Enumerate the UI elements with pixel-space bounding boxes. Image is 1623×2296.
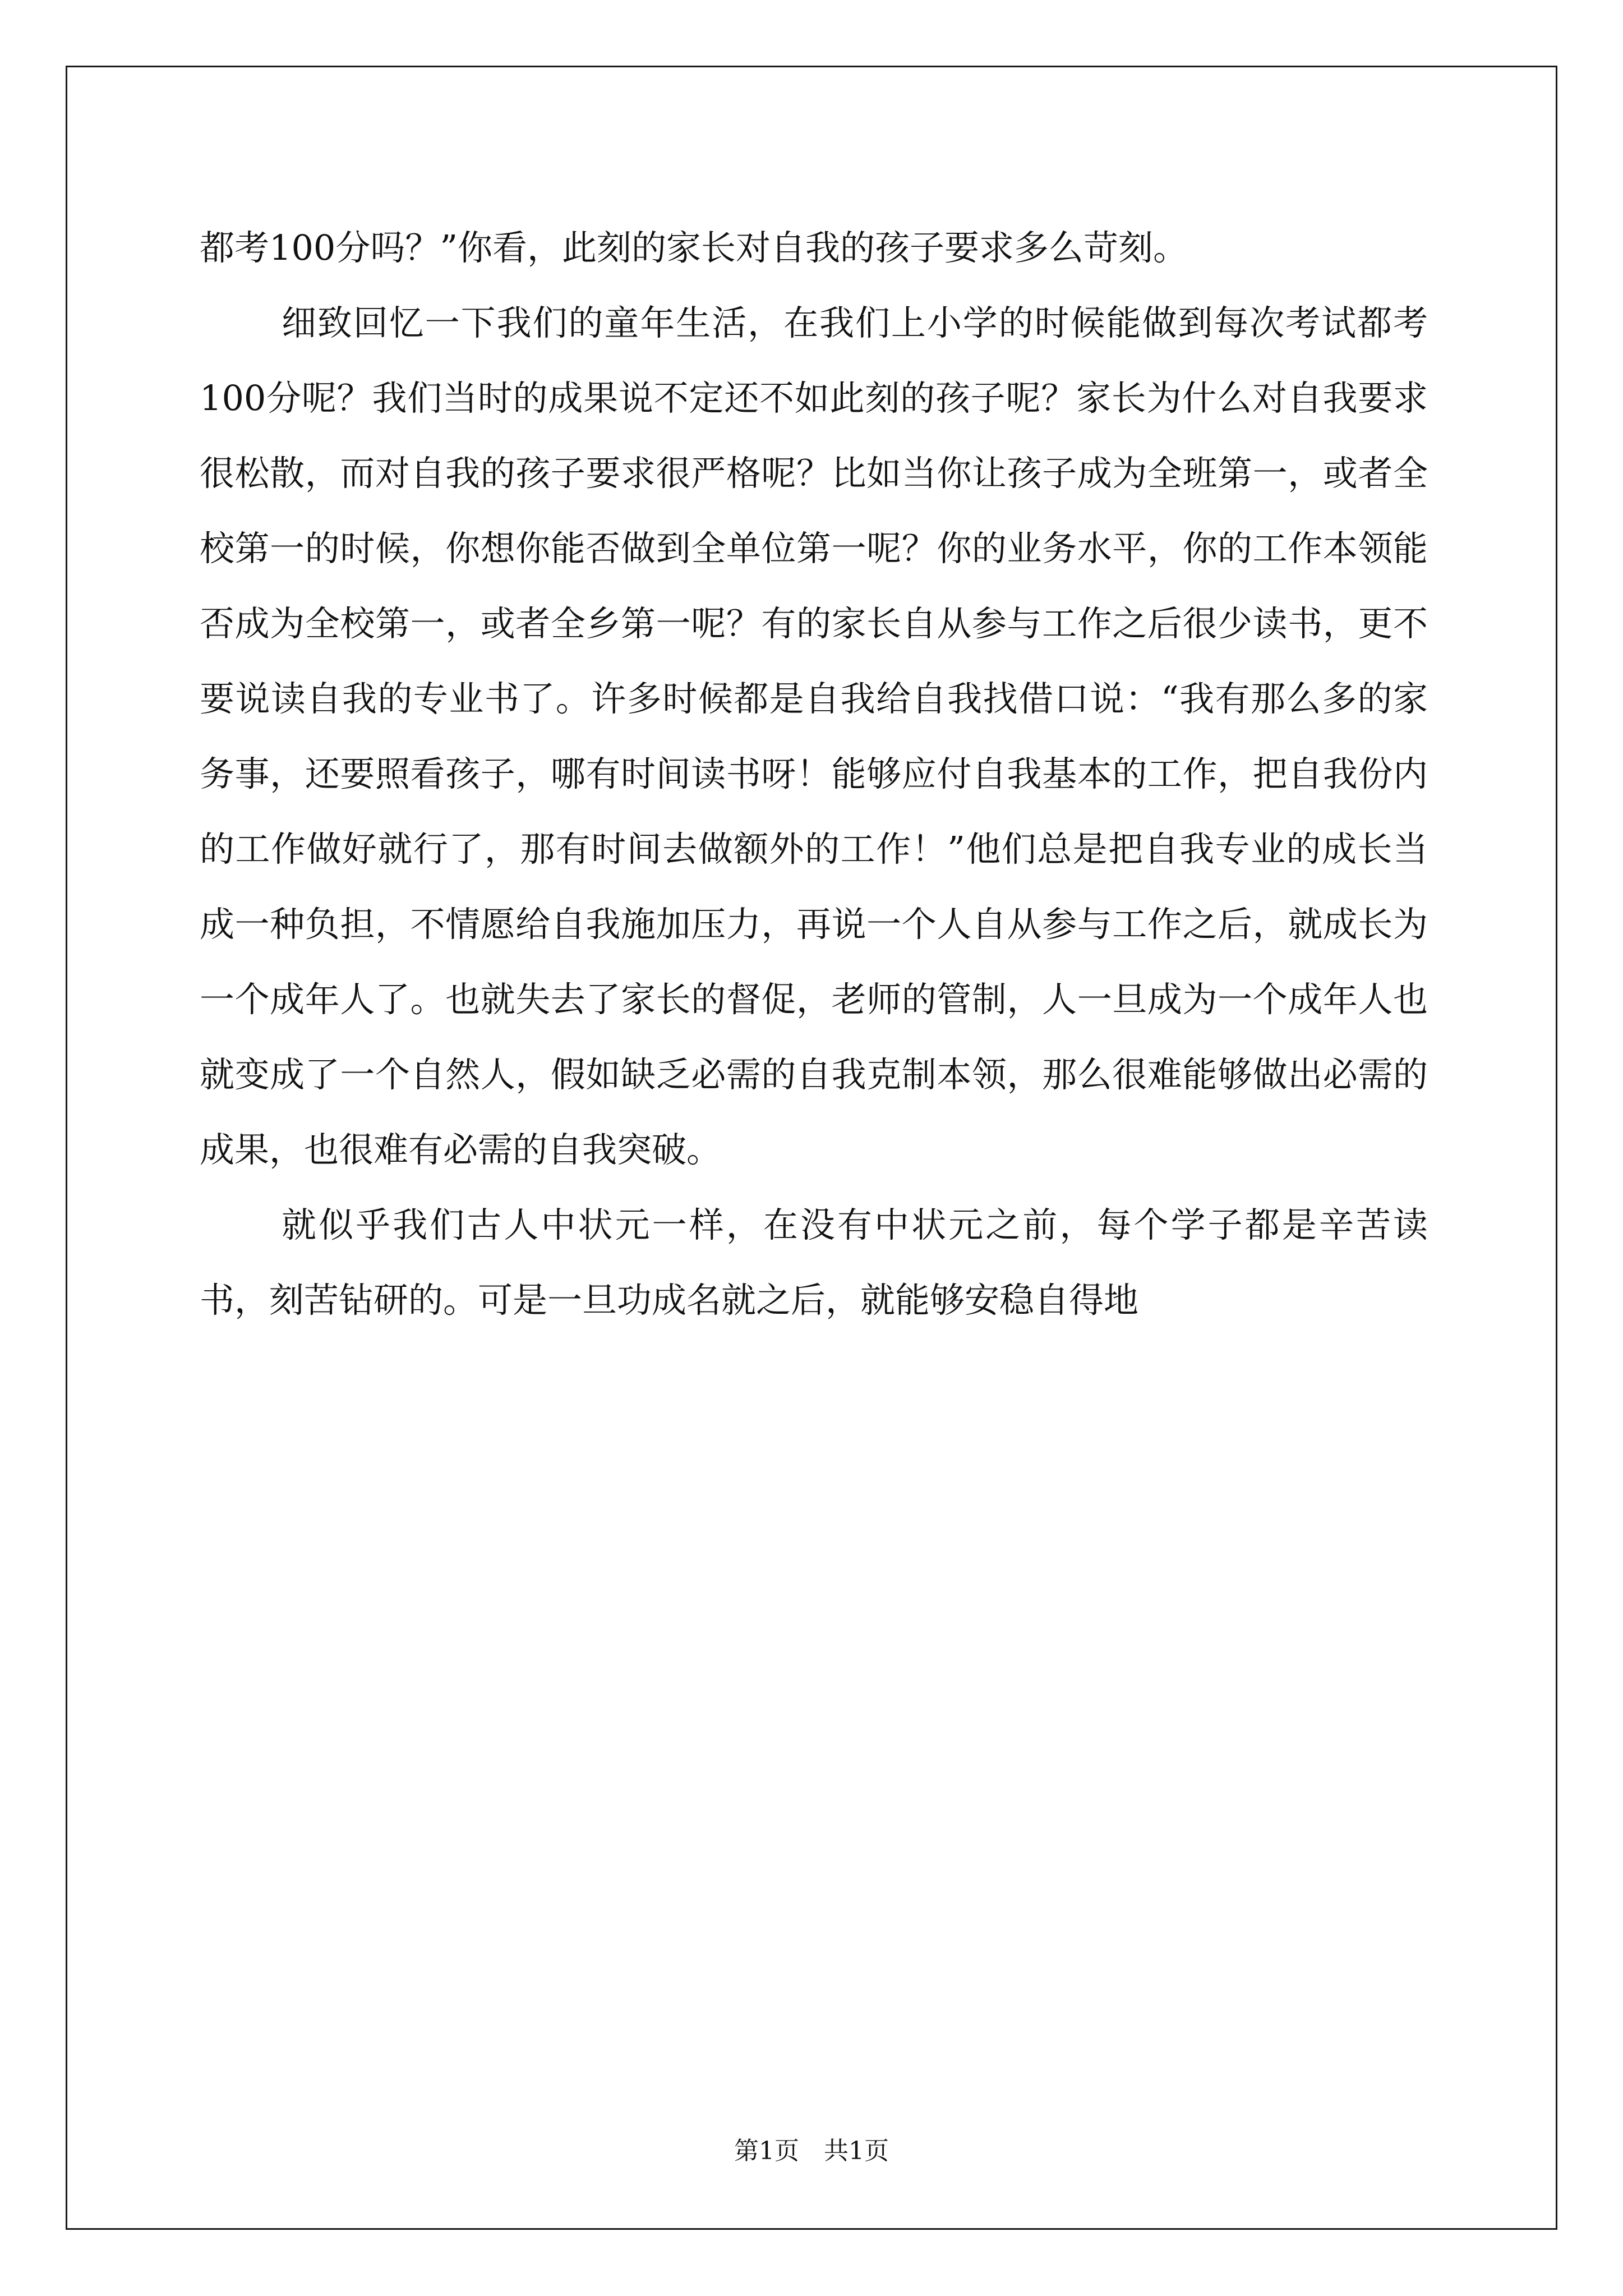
paragraph-1: 都考100分吗？”你看，此刻的家长对自我的孩子要求多么苛刻。 <box>200 227 1188 268</box>
paragraph-3: 就似乎我们古人中状元一样，在没有中状元之前，每个学子都是辛苦读书，刻苦钻研的。可是一旦功成名就之后，就能够安稳自得地 <box>200 1204 1428 1320</box>
paragraph-2: 细致回忆一下我们的童年生活，在我们上小学的时候能做到每次考试都考100分呢？我们当时的成果说不定还不如此刻的孩子呢？家长为什么对自我要求很松散，而对自我的孩子要求很严格呢？比如当你让孩子成为全班第一，或者全校第一的时候，你想你能否做到全单位第一呢？你的业务水平，你的工作本领能否成为全校第一，或者全乡第一呢？有的家长自从参与工作之后很少读书，更不要说读自我的专业书了。许多时候都是自我给自我找借口说：“我有那么多的家务事，还要照看孩子，哪有时间读书呀！能够应付自我基本的工作，把自我份内的工作做好就行了，那有时间去做额外的工作！”他们总是把自我专业的成长当成一种负担，不情愿给自我施加压力，再说一个人自从参与工作之后，就成长为一个成年人了。也就失去了家长的督促，老师的管制，人一旦成为一个成年人也就变成了一个自然人，假如缺乏必需的自我克制本领，那么很难能够做出必需的成果，也很难有必需的自我突破。 <box>200 302 1428 1170</box>
page-number-current: 第1页 <box>734 2137 799 2165</box>
page-footer <box>0 2131 1623 2166</box>
document-body <box>200 210 1428 1338</box>
page-number-total: 共1页 <box>824 2137 889 2165</box>
